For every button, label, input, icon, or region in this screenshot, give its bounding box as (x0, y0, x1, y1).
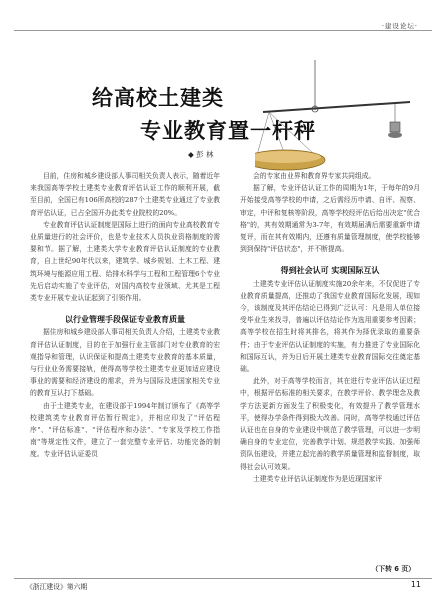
paragraph: 据了解，专业评估认证工作的周期为1年，于每年的9月开始接受高等学校的申请，之后需经历申请、自评、视察、审定，中评和复核等阶段，高等学校经评估后给出决定"优合格"的，其有效期通常为3-7年，有效期届满后需要重新申请复评，而在其有效期内，还遵有质量管理制度，使学校能够到到保持"评估状态"，并不断提高。 (240, 184, 420, 254)
page-number: 11 (410, 580, 421, 589)
author-byline: ◆ 彭 林 (188, 150, 214, 159)
left-column (30, 170, 220, 461)
continued-note: （下转 6 页） (371, 565, 415, 573)
title-line-1: 给高校土建类 (92, 86, 224, 110)
section-tag: ·建设论坛· (379, 21, 421, 30)
section-heading: 得到社会认可 实现国际互认 (280, 266, 380, 276)
section-heading: 以行业管理手段保证专业教育质量 (65, 315, 185, 325)
title-block (0, 60, 445, 155)
paragraph: 此外，对于高等学校而言，其在进行专业评估认证过程中，根据评估标准的相关要求，在教学评价、教学理念及教学方法更新方面发生了积极变化，有效提升了教学管理水平，使得办学条件得到极大改善。同时，高等学校通过评估认证也在自身的专业建设中规范了教学管理，可以进一步明确自身的专业定位，完善教学计划、规范教学实践、加强师资队伍建设，并建立起完善的教学质量管理和监督制度，取得社会认可效果。 (240, 377, 420, 471)
paragraph: 由于土建类专业，在建设部于1994年制订颁布了《高等学校建筑类专业教育评估暂行规定》，并相应印发了"评估程序"、"评估标准"、"评估程序和办法"、"专家及学校工作指南"等规定性文件，建立了一套完整专业评估、功能完备的制度。专业评估认证委员 (30, 401, 220, 459)
paragraph: 土建类专业评估认证制度作为是近现国家评 (253, 474, 383, 483)
footer-rule (14, 578, 432, 579)
paragraph: 专业教育评估认证制度是国际上进行的面向专业高校教育专业质量进行的社会评价，也是专业技术人员执业资格制度的需要和节。据了解，土建类大学专业教育评估认证制度的专业教育，自上世纪90年代以来，建筑学、城乡规划、土木工程、建筑环境与能源应用工程、给排水科学与工程和工程管理6个专业先后启动实施了专业评估，对国内高校专业领域、尤其是工程类专业开展专业认证起到了引领作用。 (30, 220, 220, 303)
paragraph: 目前，住房和城乡建设部人事司相关负责人表示，随着近年来我国高等学校土建类专业教育评估认证工作的顺利开展，截至目前，全国已有106所高校的287个土建类专业通过了专业教育评估认证，已占全国开办此类专业院校的20%。 (30, 172, 220, 217)
header-rule (14, 30, 432, 31)
paragraph: 土建类专业评估认证制度实施20余年来，不仅促进了专业教育质量提高，还推动了我国专业教育国际化发展，现如今，该制度及其评估结论已得到广泛认可：凡是用人单位接受毕业生来找寻，普遍以评估结论作为选用重要参考因素；高等学校在招生时将其排名，将其作为择优录取的重要条件；由于专业评估认证制度的实施，有力推进了专业国际化和国际互认，并为日后开展土建类专业教育国际交往奠定基础。 (240, 279, 420, 374)
right-column (240, 170, 420, 485)
steelyard-scale-illustration (255, 60, 425, 185)
paragraph: 据住房和城乡建设部人事司相关负责人介绍，土建类专业教育评估认证制度，目的在于加强行业主管部门对专业教育的宏观指导和管理，认识保证和提高土建类专业教育的基本质量，与行业业务需要接轨，使得高等学校土建类专业更加适应建设事业的需要和经济建设的需求，并为与国际及进国家相关专业的教育互认打下基础。 (30, 328, 220, 398)
journal-name: 《浙江建设》第六期 (26, 583, 88, 591)
title-line-2: 专业教育置一杆秤 (140, 119, 316, 143)
paragraph: 会的专家由业界和教育界专家共同组成。 (253, 172, 376, 180)
